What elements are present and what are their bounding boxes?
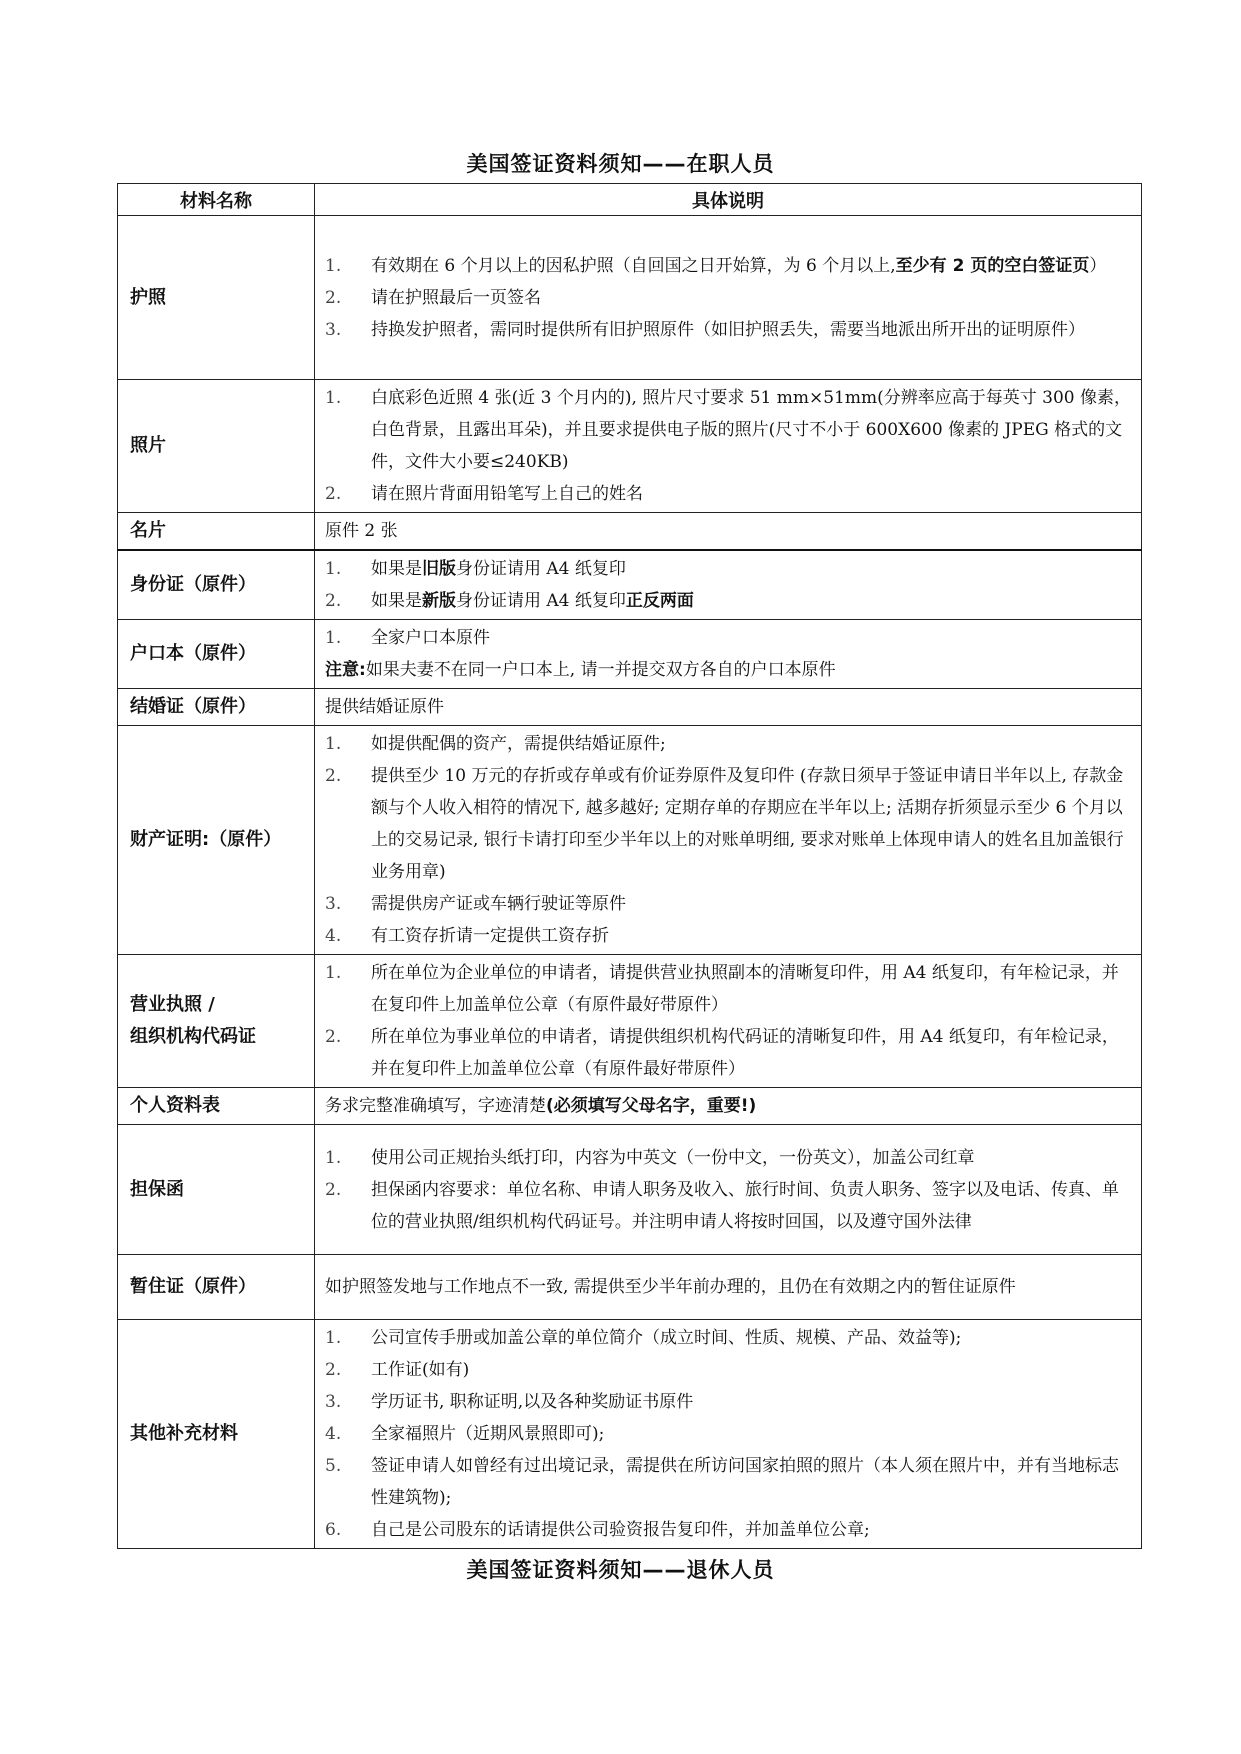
table-row bbox=[118, 1125, 1142, 1255]
list-item: 3. 需提供房产证或车辆行驶证等原件 bbox=[325, 894, 626, 914]
list-item: 4. 有工资存折请一定提供工资存折 bbox=[325, 926, 609, 946]
list-item: 2. 所在单位为事业单位的申请者，请提供组织机构代码证的清晰复印件，用 A4 纸复印，有年检记录，并在复印件上加盖单位公章（有原件最好带原件） bbox=[325, 1027, 1119, 1079]
table-row: 名片 原件 2 张 bbox=[118, 513, 1142, 551]
table-row bbox=[118, 726, 1142, 955]
row-name-personal-form: 个人资料表 bbox=[118, 1088, 315, 1125]
list-item: 3. 学历证书, 职称证明,以及各种奖励证书原件 bbox=[325, 1392, 694, 1412]
table-row: 结婚证（原件） 提供结婚证原件 bbox=[118, 689, 1142, 726]
table-row bbox=[118, 380, 1142, 513]
requirements-table bbox=[117, 183, 1142, 1549]
hukou-note: 注意:如果夫妻不在同一户口本上, 请一并提交双方各自的户口本原件 bbox=[325, 660, 836, 680]
row-name-marriage: 结婚证（原件） bbox=[118, 689, 315, 726]
table-row: 个人资料表 务求完整准确填写，字迹清楚(必须填写父母名字，重要!) bbox=[118, 1088, 1142, 1125]
row-name-other: 其他补充材料 bbox=[118, 1320, 315, 1549]
list-item: 2. 工作证(如有) bbox=[325, 1360, 470, 1380]
row-name-hukou: 户口本（原件） bbox=[118, 620, 315, 689]
row-name-residence: 暂住证（原件） bbox=[118, 1255, 315, 1320]
list-item: 6. 自己是公司股东的话请提供公司验资报告复印件，并加盖单位公章; bbox=[325, 1520, 870, 1540]
table-row bbox=[118, 1320, 1142, 1549]
section-title-retired: 美国签证资料须知——退休人员 bbox=[466, 1558, 775, 1582]
row-name-card: 名片 bbox=[118, 513, 315, 551]
page-title: 美国签证资料须知——在职人员 bbox=[466, 152, 775, 176]
table-row: 暂住证（原件） 如护照签发地与工作地点不一致, 需提供至少半年前办理的，且仍在有效期之内的暂住证原件 bbox=[118, 1255, 1142, 1320]
table-row bbox=[118, 955, 1142, 1088]
row-name-photo: 照片 bbox=[118, 380, 315, 513]
list-item: 2. 如果是新版身份证请用 A4 纸复印正反两面 bbox=[325, 591, 694, 611]
list-item: 1. 白底彩色近照 4 张(近 3 个月内的), 照片尺寸要求 51 mm×51mm(分辨率应高于每英寸 300 像素，白色背景，且露出耳朵)，并且要求提供电子版的照片(尺寸不小于 600X600 像素的 JPEG 格式的文件，文件大小要≤240KB) bbox=[325, 388, 1132, 472]
list-item: 2. 请在照片背面用铅笔写上自己的姓名 bbox=[325, 484, 643, 504]
list-item: 1. 如提供配偶的资产，需提供结婚证原件; bbox=[325, 734, 666, 754]
row-name-guarantee: 担保函 bbox=[118, 1125, 315, 1255]
list-item: 2. 提供至少 10 万元的存折或存单或有价证券原件及复印件 (存款日须早于签证申请日半年以上, 存款金额与个人收入相符的情况下, 越多越好; 定期存单的存期应在半年以上; 活期存折须显示至少 6 个月以上的交易记录, 银行卡请打印至少半年以上的对账单明细, 要求对账单上体现申请人的姓名且加盖银行业务用章) bbox=[325, 766, 1124, 882]
table-row bbox=[118, 216, 1142, 380]
passport-list bbox=[325, 250, 1133, 346]
list-item: 1. 使用公司正规抬头纸打印，内容为中英文（一份中文，一份英文），加盖公司红章 bbox=[325, 1147, 975, 1168]
list-item: 1. 如果是旧版身份证请用 A4 纸复印 bbox=[325, 559, 626, 579]
list-item: 4. 全家福照片（近期风景照即可); bbox=[325, 1424, 605, 1444]
table-header bbox=[118, 184, 1142, 216]
row-name-property: 财产证明:（原件） bbox=[118, 726, 315, 955]
table-row bbox=[118, 550, 1142, 620]
header-material-name: 材料名称 bbox=[118, 184, 315, 216]
list-item: 1. 全家户口本原件 bbox=[325, 628, 490, 648]
list-item: 1. 所在单位为企业单位的申请者，请提供营业执照副本的清晰复印件，用 A4 纸复印，有年检记录，并在复印件上加盖单位公章（有原件最好带原件） bbox=[325, 963, 1119, 1015]
list-item: 5. 签证申请人如曾经有过出境记录，需提供在所访问国家拍照的照片（本人须在照片中，并有当地标志性建筑物); bbox=[325, 1456, 1119, 1508]
header-details: 具体说明 bbox=[315, 184, 1142, 216]
list-item: 3. 持换发护照者，需同时提供所有旧护照原件（如旧护照丢失，需要当地派出所开出的证明原件） bbox=[325, 319, 1085, 340]
list-item: 2. 请在护照最后一页签名 bbox=[325, 287, 541, 308]
list-item: 1. 有效期在 6 个月以上的因私护照（自回国之日开始算，为 6 个月以上,至少有 2 页的空白签证页） bbox=[325, 255, 1107, 276]
row-name-id-card: 身份证（原件） bbox=[118, 550, 315, 620]
row-name-passport: 护照 bbox=[118, 216, 315, 380]
row-name-license: 营业执照 / 组织机构代码证 bbox=[118, 955, 315, 1088]
table-row bbox=[118, 620, 1142, 689]
list-item: 2. 担保函内容要求：单位名称、申请人职务及收入、旅行时间、负责人职务、签字以及电话、传真、单位的营业执照/组织机构代码证号。并注明申请人将按时回国，以及遵守国外法律 bbox=[325, 1179, 1119, 1232]
list-item: 1. 公司宣传手册或加盖公章的单位简介（成立时间、性质、规模、产品、效益等); bbox=[325, 1328, 962, 1348]
